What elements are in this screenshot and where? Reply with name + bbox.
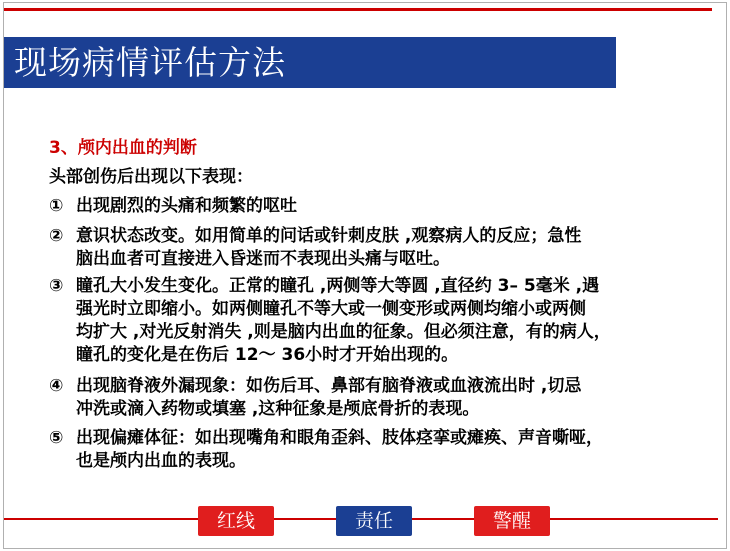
item-text: 瞳孔大小发生变化。正常的瞳孔 ,两侧等大等圆 ,直径约 3– 5毫米 ,遇 强光时立即缩小。如两侧瞳孔不等大或一侧变形或两侧均缩小或两侧 均扩大 ,对光反射消失 ,则是脑内出血的征象。但必须注意，有的病人， 瞳孔的变化是在伤后 12～ 36小时才开始出现的。 xyxy=(76,276,611,365)
item-number: ⑤ xyxy=(49,428,64,448)
item-number: ① xyxy=(49,196,64,216)
item-number: ② xyxy=(49,226,64,246)
responsibility-button[interactable]: 责任 xyxy=(336,506,412,536)
item-number: ③ xyxy=(49,276,64,296)
list-item-2 xyxy=(49,225,709,271)
intro-text: 头部创伤后出现以下表现： xyxy=(49,167,253,187)
page-title: 现场病情评估方法 xyxy=(14,43,286,82)
list-item-4 xyxy=(49,375,709,421)
item-text: 出现剧烈的头痛和频繁的呕吐 xyxy=(76,196,297,216)
content-area xyxy=(49,137,709,471)
list-item-3 xyxy=(49,275,709,367)
item-text: 出现脑脊液外漏现象：如伤后耳、鼻部有脑脊液或血液流出时 ,切忌 冲洗或滴入药物或填塞 ,这种征象是颅底骨折的表现。 xyxy=(76,376,582,419)
item-number: ④ xyxy=(49,376,64,396)
redline-button[interactable]: 红线 xyxy=(198,506,274,536)
item-text: 出现偏瘫体征：如出现嘴角和眼角歪斜、肢体痉挛或瘫痪、声音嘶哑， 也是颅内出血的表现。 xyxy=(76,428,603,471)
list-item-1 xyxy=(49,195,709,218)
title-bar xyxy=(4,37,616,88)
item-text: 意识状态改变。如用简单的问话或针刺皮肤 ,观察病人的反应；急性 脑出血者可直接进入昏迷而不表现出头痛与呕吐。 xyxy=(76,226,582,269)
alert-button[interactable]: 警醒 xyxy=(474,506,550,536)
list-item-5 xyxy=(49,427,709,473)
top-red-rule xyxy=(4,8,712,11)
section-heading: 3、颅内出血的判断 xyxy=(49,138,197,158)
